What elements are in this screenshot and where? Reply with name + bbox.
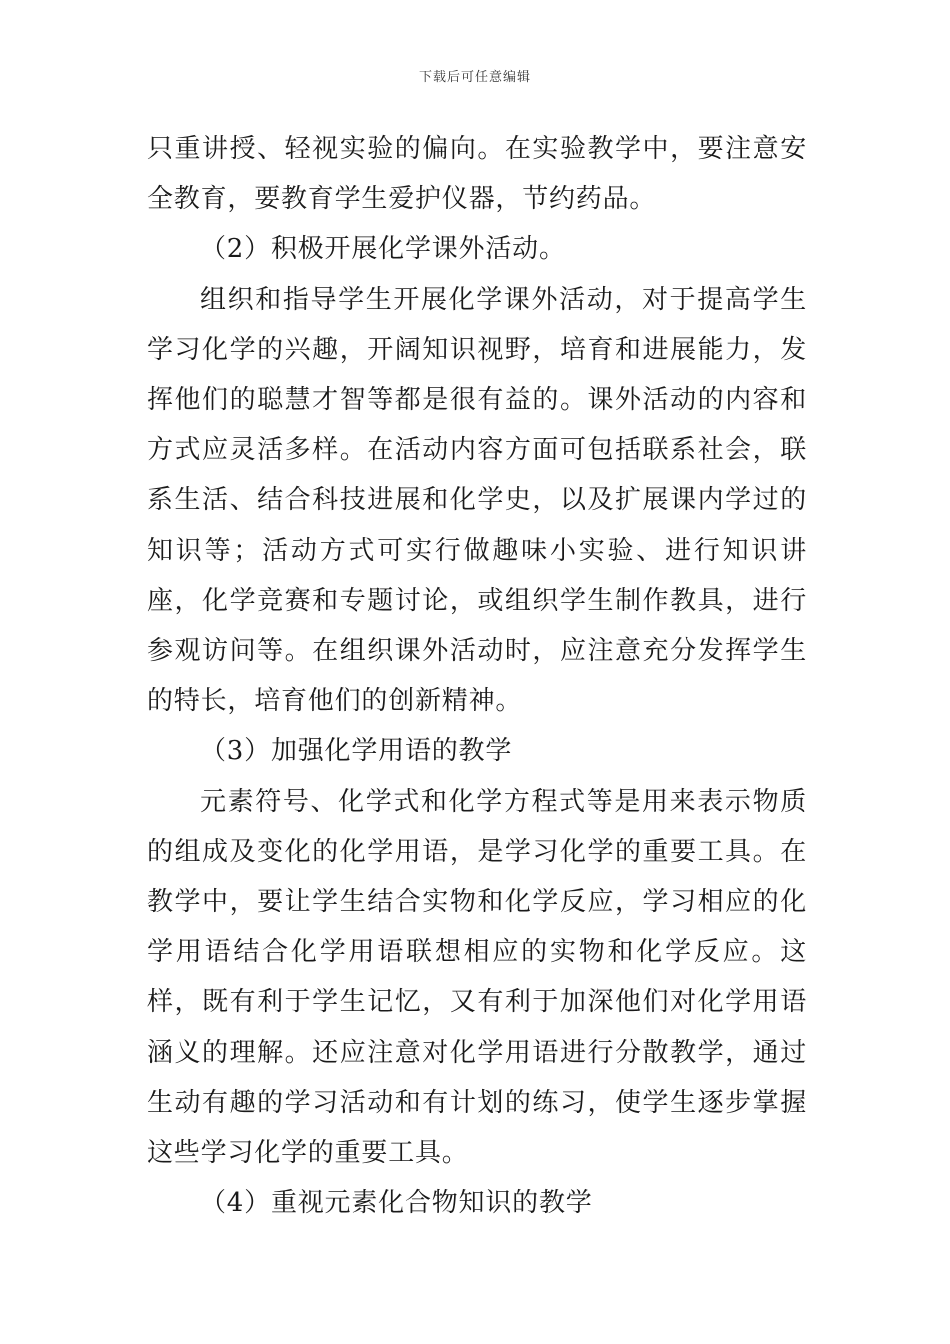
- section-heading-3: （3）加强化学用语的教学: [200, 736, 513, 767]
- section-heading-4: （4）重视元素化合物知识的教学: [200, 1188, 593, 1219]
- section-heading-2: （2）积极开展化学课外活动。: [200, 234, 566, 265]
- paragraph-extracurricular: 组织和指导学生开展化学课外活动，对于提高学生学习化学的兴趣，开阔知识视野，培育和进展能力，发挥他们的聪慧才智等都是很有益的。课外活动的内容和方式应灵活多样。在活动内容方面可包括联系社会，联系生活、结合科技进展和化学史，以及扩展课内学过的知识等；活动方式可实行做趣味小实验、进行知识讲座，化学竞赛和专题讨论，或组织学生制作教具，进行参观访问等。在组织课外活动时，应注意充分发挥学生的特长，培育他们的创新精神。: [147, 284, 807, 717]
- paragraph-chemical-language: 元素符号、化学式和化学方程式等是用来表示物质的组成及变化的化学用语，是学习化学的重要工具。在教学中，要让学生结合实物和化学反应，学习相应的化学用语结合化学用语联想相应的实物和化学反应。这样，既有利于学生记忆，又有利于加深他们对化学用语涵义的理解。还应注意对化学用语进行分散教学，通过生动有趣的学习活动和有计划的练习，使学生逐步掌握这些学习化学的重要工具。: [147, 786, 807, 1169]
- page-header: 下载后可任意编辑: [418, 70, 531, 85]
- paragraph-continued: 只重讲授、轻视实验的偏向。在实验教学中，要注意安全教育，要教育学生爱护仪器，节约药品。: [147, 134, 807, 215]
- document-body: [147, 124, 807, 1228]
